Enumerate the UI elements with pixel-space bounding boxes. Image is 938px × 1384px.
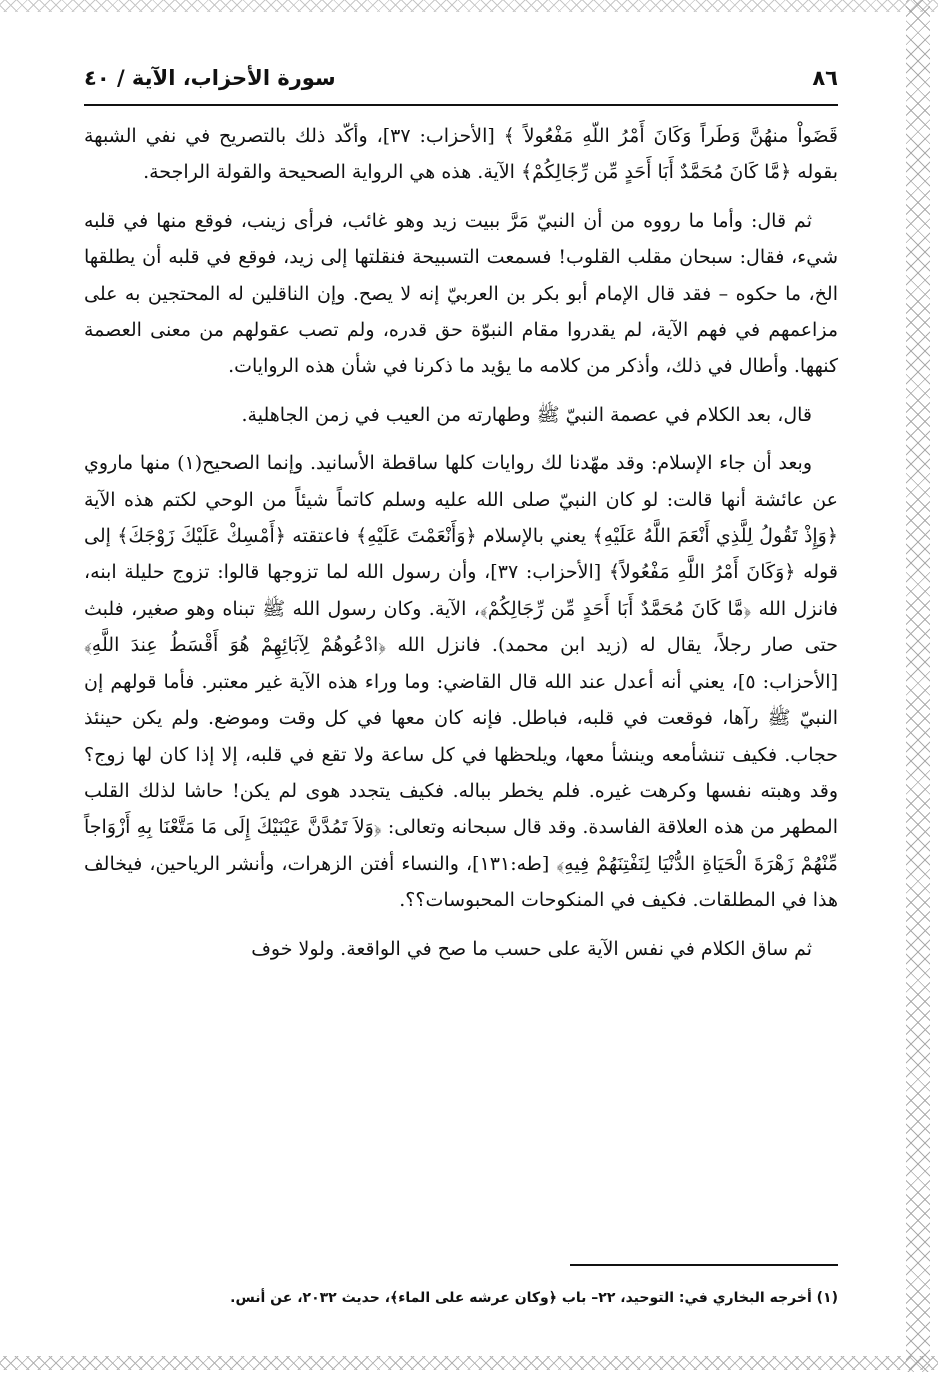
paragraph-5: ثم ساق الكلام في نفس الآية على حسب ما صح في الواقعة. ولولا خوف: [251, 937, 812, 960]
footnote-rule: [570, 1264, 838, 1266]
footnote: (١) أخرجه البخاري في: التوحيد، ٢٢– باب ﴿وكان عرشه على الماء﴾، حديث ٢٠٣٢، عن أنس.: [230, 1290, 838, 1306]
top-ornamental-border: [0, 0, 938, 12]
paragraph-4: وبعد أن جاء الإسلام: وقد مهّدنا لك روايات كلها ساقطة الأسانيد. وإنما الصحيح(١) منها ماروي عن عائشة أنها قالت: لو كان النبيّ صلى الله عليه وسلم كاتماً شيئاً من الوحي لكتم هذه الآية ﴿وَإِذْ تَقُولُ لِلَّذِي أَنْعَمَ اللَّهُ عَلَيْهِ﴾ يعني بالإسلام ﴿وَأَنْعَمْتَ عَلَيْهِ﴾ فاعتقته ﴿أَمْسِكْ عَلَيْكَ زَوْجَكَ﴾ إلى قوله ﴿وَكَانَ أَمْرُ اللَّهِ مَفْعُولاً﴾ [الأحزاب: ٣٧]، وأن رسول الله لما تزوجها قالوا: تزوج حليلة ابنه، فانزل الله ﴿مَّا كَانَ مُحَمَّدٌ أَبَا أَحَدٍ مِّن رِّجَالِكُمْ﴾، الآية. وكان رسول الله ﷺ تبناه وهو صغير، فلبث حتى صار رجلاً، يقال له (زيد ابن محمد). فانزل الله ﴿ادْعُوهُمْ لِآبَائِهِمْ هُوَ أَقْسَطُ عِندَ اللَّهِ﴾ [الأحزاب: ٥]، يعني أنه أعدل عند الله قال القاضي: وما وراء هذه الآية غير معتبر. فأما قولهم إن النبيّ ﷺ رآها، فوقعت في قلبه، فباطل. فإنه كان معها في كل وقت وموضع. ولم يكن حينئذ حجاب. فكيف تنشأمعه وينشأ معها، ويلحظها في كل ساعة ولا تقع في قلبه، إلا إذا كان لها زوج؟ وقد وهبته نفسها وكرهت غيره. فلم يخطر بباله. فكيف يتجدد هوى لم يكن! حاشا لذلك القلب المطهر من هذه العلاقة الفاسدة. وقد قال سبحانه وتعالى: ﴿وَلاَ تَمُدَّنَّ عَيْنَيْكَ إِلَى مَا مَتَّعْنَا بِهِ أَزْوَاجاً مِّنْهُمْ زَهْرَةَ الْحَيَاةِ الدُّنْيَا لِنَفْتِنَهُمْ فِيهِ﴾ [طه:١٣١]، والنساء أفتن الزهرات، وأنشر الرياحين، فيخالف هذا في المطلقات. فكيف في المنكوحات المحبوسات؟؟.: [84, 452, 838, 912]
book-page: [84, 60, 838, 979]
page-header: [84, 60, 838, 102]
header-rule: [84, 104, 838, 106]
paragraph-2: ثم قال: وأما ما رووه من أن النبيّ مَرَّ ببيت زيد وهو غائب، فرأى زينب، فوقع منها في قلبه شيء، فقال: سبحان مقلب القلوب! فسمعت التسبيحة فنقلتها إلى زيد، فوقع في قلبه أن يطلقها الخ، ما حكوه – فقد قال الإمام أبو بكر بن العربيّ إنه لا يصح. وإن الناقلين له المحتجين به على مزاعمهم في فهم الآية، لم يقدروا مقام النبوّة حق قدره، ولم تصب عقولهم من معنى العصمة كنهها. وأطال في ذلك، وأذكر من كلامه ما يؤيد ما ذكرنا في شأن هذه الروايات.: [84, 209, 838, 378]
body-text: [84, 118, 838, 967]
page-number: ٨٦: [812, 66, 838, 90]
right-ornamental-border: [906, 0, 930, 1372]
bottom-ornamental-border: [0, 1356, 938, 1370]
paragraph-1: قَضَواْ منهُنَّ وَطَراً وَكَانَ أَمْرُ اللّهِ مَفْعُولاً ﴾ [الأحزاب: ٣٧]، وأكّد ذلك بالتصريح في نفي الشبهة بقوله ﴿مَّا كَانَ مُحَمَّدٌ أَبَا أَحَدٍ مِّن رِّجَالِكُمْ﴾ الآية. هذه هي الرواية الصحيحة والقولة الراجحة.: [84, 125, 838, 184]
paragraph-3: قال، بعد الكلام في عصمة النبيّ ﷺ وطهارته من العيب في زمن الجاهلية.: [241, 403, 812, 426]
running-title: سورة الأحزاب، الآية / ٤٠: [84, 66, 336, 90]
